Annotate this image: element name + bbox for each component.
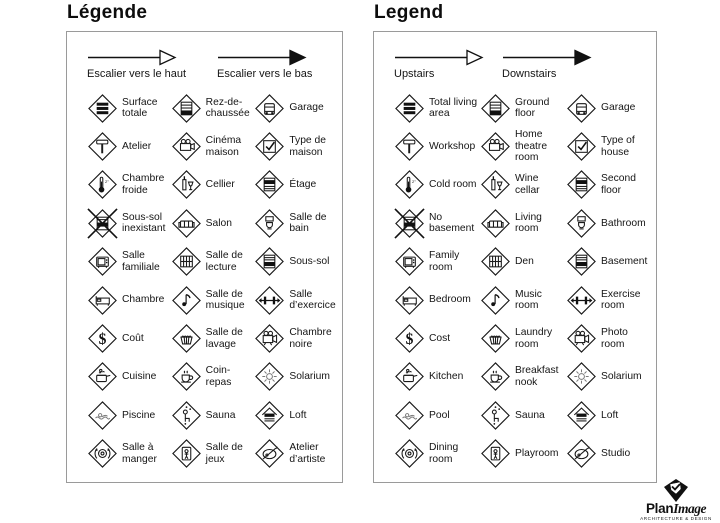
legend-grid-english — [394, 89, 650, 473]
legend-item — [566, 93, 650, 124]
garage-car-diamond — [254, 93, 285, 124]
tv-diamond — [394, 246, 425, 277]
legend-item — [87, 361, 169, 392]
house-check-icon — [566, 131, 597, 162]
stair-arrows-french — [87, 48, 336, 80]
books-icon — [480, 246, 511, 277]
projector-icon — [171, 131, 202, 162]
legend-item — [87, 131, 169, 162]
legend-item-label: Étage — [289, 179, 317, 191]
swimmer-icon — [87, 400, 118, 431]
thermometer-diamond — [87, 169, 118, 200]
legend-item-label: Music room — [515, 288, 542, 312]
planimage-tagline: ARCHITECTURE & DESIGN — [640, 516, 712, 521]
laundry-basket-icon — [480, 323, 511, 354]
legend-item — [254, 438, 336, 469]
legend-item — [394, 323, 478, 354]
legend-item-label: Garage — [601, 102, 636, 114]
legend-item-label: Salle de musique — [205, 288, 245, 312]
legend-item — [394, 285, 478, 316]
stairs-outline-arrow-icon — [87, 48, 177, 67]
legend-item — [480, 400, 564, 431]
sauna-person-icon — [480, 400, 511, 431]
legend-item-label: Sauna — [205, 409, 236, 421]
barbell-icon — [254, 285, 285, 316]
dining-plate-diamond — [87, 438, 118, 469]
sun-icon — [566, 361, 597, 392]
stair-arrow-filled — [217, 48, 335, 80]
legend-item — [87, 285, 169, 316]
svg-text:2°: 2° — [105, 179, 109, 185]
books-diamond — [171, 246, 202, 277]
legend-item — [87, 169, 169, 200]
legend-item-label: Sauna — [515, 409, 545, 421]
thermometer-icon — [394, 169, 425, 200]
legend-item-label: Pool — [429, 409, 450, 421]
legend-item — [480, 285, 564, 316]
projector-diamond — [171, 131, 202, 162]
bed-diamond — [87, 285, 118, 316]
legend-box-french — [66, 31, 343, 483]
house-check-icon — [254, 131, 285, 162]
bed-icon — [394, 285, 425, 316]
no-basement-diamond — [87, 208, 118, 239]
palette-diamond — [566, 438, 597, 469]
legend-item-label: Home theatre room — [515, 129, 548, 164]
legend-item-label: Living room — [515, 211, 542, 235]
legend-item — [394, 246, 478, 277]
sauna-person-diamond — [171, 400, 202, 431]
legend-item — [566, 438, 650, 469]
wine-icon — [480, 169, 511, 200]
legend-item — [480, 169, 564, 200]
barbell-icon — [566, 285, 597, 316]
legend-item-label: Cinéma maison — [205, 135, 242, 158]
couch-icon — [171, 208, 202, 239]
legend-item — [254, 285, 336, 316]
legend-item-label: Salle de jeux — [205, 442, 243, 465]
coffee-cup-diamond — [171, 361, 202, 392]
legend-item-label: Salle de bain — [289, 211, 327, 235]
sun-diamond — [254, 361, 285, 392]
sauna-person-diamond — [480, 400, 511, 431]
area-bars-icon — [394, 93, 425, 124]
legend-item — [254, 361, 336, 392]
legend-item-label: Chambre froide — [122, 173, 165, 196]
loft-roof-icon — [566, 400, 597, 431]
movie-camera-diamond — [254, 323, 285, 354]
legend-item-label: Cuisine — [122, 371, 157, 383]
floor-basement-diamond — [566, 246, 597, 277]
legend-item-label: Cold room — [429, 179, 477, 191]
bed-icon — [87, 285, 118, 316]
legend-item-label: Surface totale — [122, 96, 158, 120]
stairs-filled-arrow-icon — [502, 48, 592, 67]
wine-icon — [171, 169, 202, 200]
loft-roof-diamond — [566, 400, 597, 431]
sun-icon — [254, 361, 285, 392]
cooking-pot-icon — [394, 361, 425, 392]
legend-item-label: Cellier — [205, 179, 235, 191]
legend-item — [394, 438, 478, 469]
legend-item — [254, 169, 336, 200]
legend-item-label: Exercise room — [601, 288, 641, 312]
legend-item-label: Breakfast nook — [515, 365, 559, 388]
legend-item — [394, 208, 478, 239]
legend-item — [87, 93, 169, 124]
legend-item — [254, 208, 336, 239]
legend-item-label: Loft — [289, 409, 307, 421]
brand-image: Image — [673, 500, 707, 516]
dollar-icon — [87, 323, 118, 354]
legend-item — [394, 169, 478, 200]
thermometer-icon — [87, 169, 118, 200]
stair-arrow-filled — [502, 48, 598, 80]
no-basement-diamond — [394, 208, 425, 239]
floor-basement-icon — [254, 246, 285, 277]
legend-item-label: Chambre noire — [289, 327, 332, 350]
stair-arrow-label: Upstairs — [394, 68, 435, 80]
legend-item — [480, 246, 564, 277]
legend-item-label: Solarium — [289, 371, 330, 383]
movie-camera-diamond — [566, 323, 597, 354]
legend-item — [566, 361, 650, 392]
movie-camera-icon — [254, 323, 285, 354]
toilet-diamond — [254, 208, 285, 239]
hammer-diamond — [394, 131, 425, 162]
tv-diamond — [87, 246, 118, 277]
legend-item — [566, 285, 650, 316]
stair-arrow-outline — [87, 48, 205, 80]
legend-item — [254, 246, 336, 277]
legend-item-label: Studio — [601, 447, 631, 459]
stair-arrow-outline — [394, 48, 490, 80]
legend-item-label: Bathroom — [601, 217, 646, 229]
loft-roof-icon — [254, 400, 285, 431]
legend-item — [171, 323, 253, 354]
hammer-icon — [394, 131, 425, 162]
legend-item-label: No basement — [429, 211, 475, 235]
legend-item — [254, 400, 336, 431]
stair-arrows-english — [394, 48, 650, 80]
legend-item — [171, 169, 253, 200]
planimage-logo-icon — [663, 479, 689, 503]
legend-item — [171, 131, 253, 162]
legend-item-label: Piscine — [122, 409, 156, 421]
legend-item — [480, 129, 564, 164]
play-figure-diamond — [171, 438, 202, 469]
area-bars-diamond — [394, 93, 425, 124]
legend-item-label: Sous-sol — [289, 255, 330, 267]
bed-diamond — [394, 285, 425, 316]
legend-item-label: Garage — [289, 102, 324, 114]
panel-title-french: Légende — [67, 2, 148, 23]
legend-item-label: Family room — [429, 250, 460, 273]
legend-item — [480, 361, 564, 392]
stairs-filled-arrow-icon — [217, 48, 307, 67]
wine-diamond — [480, 169, 511, 200]
coffee-cup-diamond — [480, 361, 511, 392]
cooking-pot-icon — [87, 361, 118, 392]
legend-item-label: Playroom — [515, 447, 559, 459]
legend-item — [87, 438, 169, 469]
legend-item-label: Workshop — [429, 140, 476, 152]
legend-item — [254, 93, 336, 124]
music-note-diamond — [480, 285, 511, 316]
floor-second-icon — [566, 169, 597, 200]
palette-icon — [566, 438, 597, 469]
legend-item — [566, 323, 650, 354]
no-basement-icon — [394, 208, 425, 239]
legend-item-label: Sous-sol inexistant — [122, 211, 166, 235]
legend-item-label: Ground floor — [515, 96, 550, 120]
legend-item-label: Atelier — [122, 140, 152, 152]
legend-item-label: Den — [515, 255, 534, 267]
legend-item-label: Salon — [205, 217, 232, 229]
sauna-person-icon — [171, 400, 202, 431]
legend-item — [394, 361, 478, 392]
legend-item — [254, 323, 336, 354]
legend-item — [87, 323, 169, 354]
panel-title-english: Legend — [374, 2, 444, 23]
legend-item-label: Laundry room — [515, 327, 553, 350]
laundry-basket-diamond — [171, 323, 202, 354]
legend-box-english — [373, 31, 657, 483]
legend-item — [171, 400, 253, 431]
legend-item-label: Dining room — [429, 442, 459, 465]
floor-basement-diamond — [254, 246, 285, 277]
cooking-pot-diamond — [394, 361, 425, 392]
books-icon — [171, 246, 202, 277]
coffee-cup-icon — [480, 361, 511, 392]
hammer-diamond — [87, 131, 118, 162]
svg-text:$: $ — [405, 331, 414, 349]
laundry-basket-icon — [171, 323, 202, 354]
music-note-icon — [480, 285, 511, 316]
stairs-outline-arrow-icon — [394, 48, 484, 67]
palette-icon — [254, 438, 285, 469]
legend-item — [566, 246, 650, 277]
legend-item — [480, 323, 564, 354]
planimage-brand — [637, 502, 715, 516]
legend-item — [171, 361, 253, 392]
wine-diamond — [171, 169, 202, 200]
stair-arrow-label: Escalier vers le haut — [87, 68, 187, 80]
area-bars-diamond — [87, 93, 118, 124]
floor-ground-icon — [480, 93, 511, 124]
legend-item — [171, 285, 253, 316]
toilet-diamond — [566, 208, 597, 239]
legend-item — [566, 400, 650, 431]
laundry-basket-diamond — [480, 323, 511, 354]
dollar-diamond — [87, 323, 118, 354]
legend-item — [566, 208, 650, 239]
legend-item-label: Total living area — [429, 96, 478, 120]
legend-item — [394, 400, 478, 431]
toilet-icon — [254, 208, 285, 239]
legend-item-label: Coût — [122, 332, 144, 344]
floor-second-icon — [254, 169, 285, 200]
toilet-icon — [566, 208, 597, 239]
legend-item-label: Salle familiale — [122, 250, 160, 273]
legend-item-label: Loft — [601, 409, 619, 421]
stair-arrow-label: Escalier vers le bas — [217, 68, 313, 80]
legend-item-label: Photo room — [601, 327, 628, 350]
legend-item-label: Solarium — [601, 371, 642, 383]
legend-item — [480, 208, 564, 239]
legend-item-label: Salle à manger — [122, 442, 157, 465]
legend-item-label: Salle d’exercice — [289, 288, 336, 312]
legend-item-label: Wine cellar — [515, 173, 540, 196]
dollar-icon — [394, 323, 425, 354]
coffee-cup-icon — [171, 361, 202, 392]
couch-icon — [480, 208, 511, 239]
music-note-diamond — [171, 285, 202, 316]
legend-item-label: Rez-de-chaussée — [205, 96, 250, 120]
projector-icon — [480, 131, 511, 162]
stair-arrow-label: Downstairs — [502, 68, 557, 80]
legend-item-label: Coin-repas — [205, 365, 232, 388]
tv-icon — [394, 246, 425, 277]
legend-item — [87, 400, 169, 431]
play-figure-icon — [480, 438, 511, 469]
music-note-icon — [171, 285, 202, 316]
play-figure-diamond — [480, 438, 511, 469]
barbell-diamond — [566, 285, 597, 316]
legend-item-label: Salle de lavage — [205, 327, 243, 350]
floor-ground-icon — [171, 93, 202, 124]
play-figure-icon — [171, 438, 202, 469]
loft-roof-diamond — [254, 400, 285, 431]
legend-item — [480, 93, 564, 124]
hammer-icon — [87, 131, 118, 162]
legend-panel-english — [373, 2, 657, 483]
floor-second-diamond — [566, 169, 597, 200]
garage-car-icon — [566, 93, 597, 124]
movie-camera-icon — [566, 323, 597, 354]
legend-item — [394, 131, 478, 162]
legend-item-label: Bedroom — [429, 294, 471, 306]
house-check-diamond — [566, 131, 597, 162]
floor-basement-icon — [566, 246, 597, 277]
legend-item-label: Type of house — [601, 135, 635, 158]
couch-diamond — [171, 208, 202, 239]
legend-item — [394, 93, 478, 124]
books-diamond — [480, 246, 511, 277]
planimage-logo — [637, 479, 715, 522]
sun-diamond — [566, 361, 597, 392]
svg-text:2°: 2° — [412, 179, 416, 185]
legend-item-label: Basement — [601, 255, 648, 267]
dining-plate-icon — [394, 438, 425, 469]
legend-item-label: Type de maison — [289, 135, 326, 158]
swimmer-icon — [394, 400, 425, 431]
brand-plan: Plan — [645, 500, 674, 516]
legend-item-label: Salle de lecture — [205, 250, 243, 273]
legend-item — [87, 246, 169, 277]
legend-item — [87, 208, 169, 239]
tv-icon — [87, 246, 118, 277]
swimmer-diamond — [87, 400, 118, 431]
floor-ground-diamond — [480, 93, 511, 124]
dining-plate-diamond — [394, 438, 425, 469]
area-bars-icon — [87, 93, 118, 124]
legend-item-label: Atelier d’artiste — [289, 442, 326, 465]
palette-diamond — [254, 438, 285, 469]
couch-diamond — [480, 208, 511, 239]
thermometer-diamond — [394, 169, 425, 200]
legend-item — [480, 438, 564, 469]
legend-item-label: Second floor — [601, 173, 636, 196]
svg-text:$: $ — [98, 331, 107, 349]
legend-panel-french — [66, 2, 343, 483]
legend-item-label: Cost — [429, 332, 451, 344]
no-basement-icon — [87, 208, 118, 239]
dining-plate-icon — [87, 438, 118, 469]
legend-grid-french — [87, 89, 336, 473]
floor-ground-diamond — [171, 93, 202, 124]
house-check-diamond — [254, 131, 285, 162]
legend-item — [566, 131, 650, 162]
dollar-diamond — [394, 323, 425, 354]
garage-car-icon — [254, 93, 285, 124]
barbell-diamond — [254, 285, 285, 316]
legend-item — [171, 246, 253, 277]
floor-second-diamond — [254, 169, 285, 200]
projector-diamond — [480, 131, 511, 162]
legend-item — [566, 169, 650, 200]
legend-item-label: Chambre — [122, 294, 165, 306]
legend-item — [254, 131, 336, 162]
legend-item-label: Kitchen — [429, 371, 464, 383]
swimmer-diamond — [394, 400, 425, 431]
garage-car-diamond — [566, 93, 597, 124]
legend-item — [171, 93, 253, 124]
cooking-pot-diamond — [87, 361, 118, 392]
legend-item — [171, 208, 253, 239]
legend-item — [171, 438, 253, 469]
